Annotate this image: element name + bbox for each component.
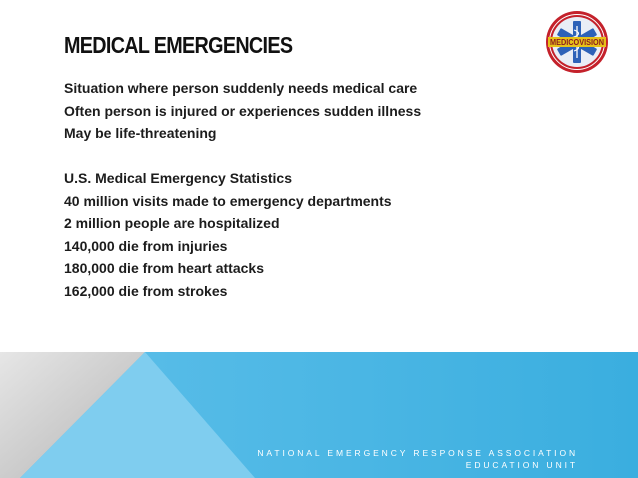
body-line: 162,000 die from strokes [64,282,228,299]
body-line: 2 million people are hospitalized [64,215,280,231]
body-line: 180,000 die from heart attacks [64,260,264,276]
body-line: May be life-threatening [64,125,217,141]
slide-title: MEDICAL EMERGENCIES [64,32,293,58]
body-line: Often person is injured or experiences sudden illness [64,102,422,119]
slide-body [64,77,421,302]
logo-text: MEDICOVISION [550,38,605,47]
body-line: 40 million visits made to emergency departments [64,192,392,209]
body-line: 140,000 die from injuries [64,237,228,254]
star-of-life-logo-icon [545,10,609,74]
body-line: Situation where person suddenly needs medical care [64,80,418,96]
footer-line-1: NATIONAL EMERGENCY RESPONSE ASSOCIATION [257,448,578,458]
logo-svg [545,10,609,74]
body-line-blank [64,145,421,168]
body-line: U.S. Medical Emergency Statistics [64,170,292,186]
footer-organization [257,447,578,471]
footer-line-2: EDUCATION UNIT [465,460,578,470]
